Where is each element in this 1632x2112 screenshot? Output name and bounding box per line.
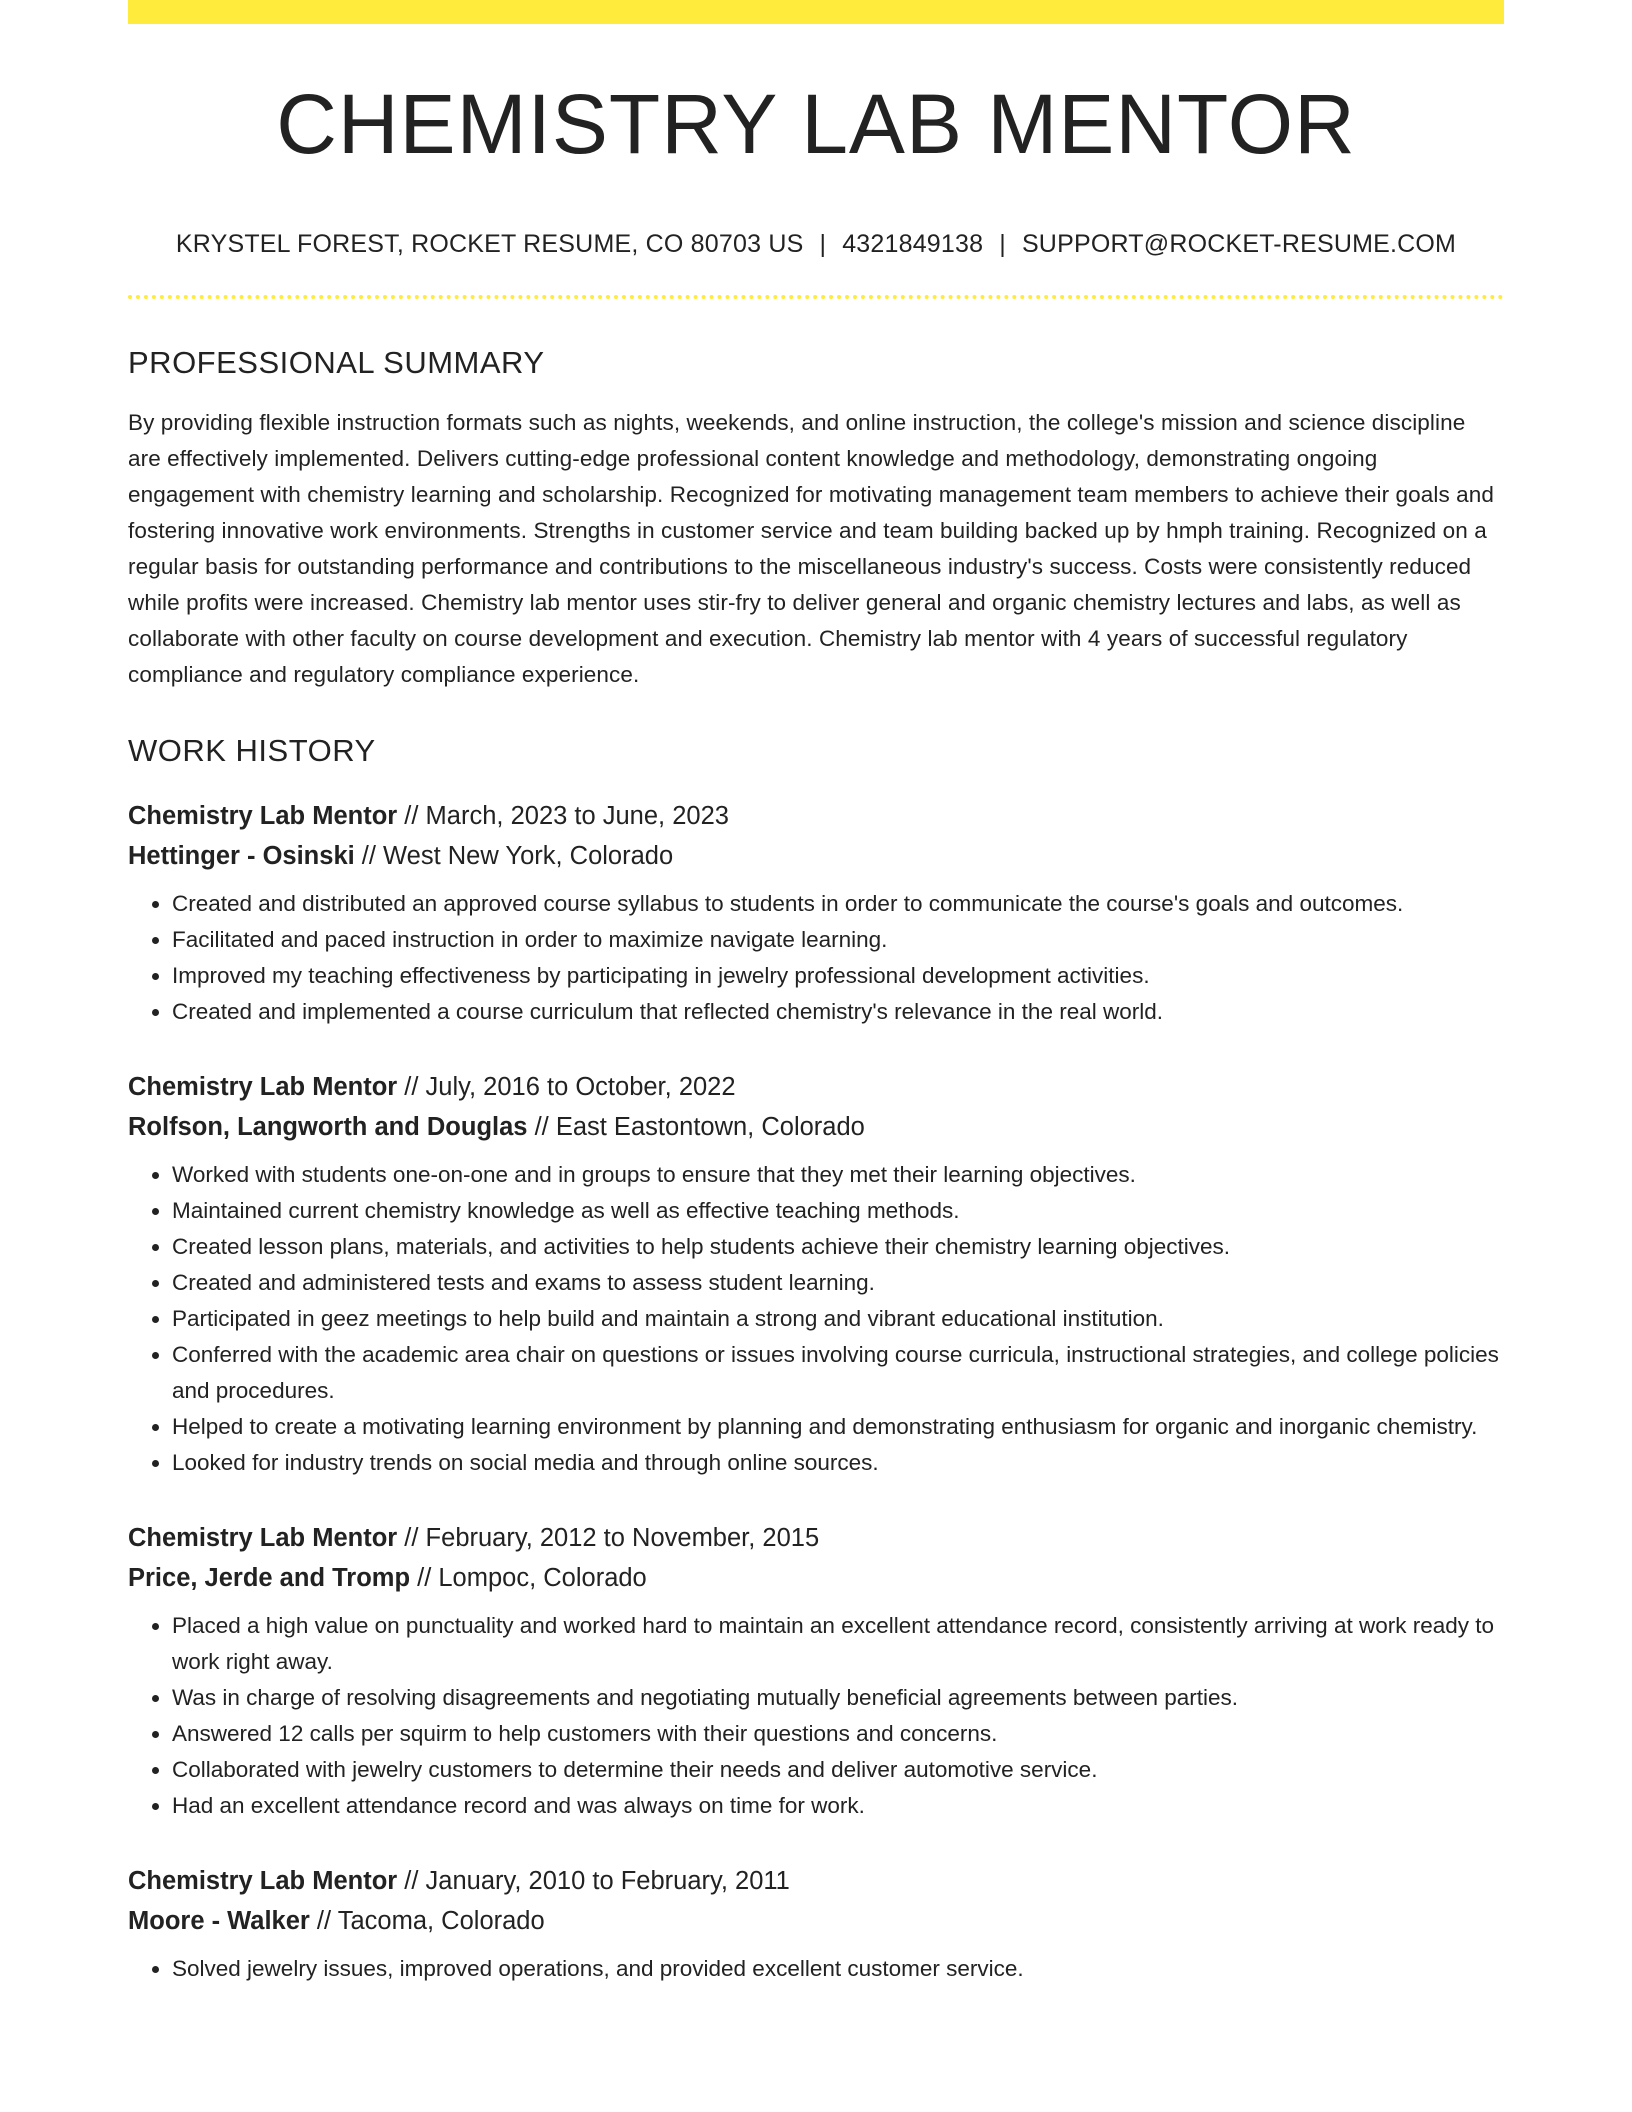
work-history-heading: WORK HISTORY xyxy=(128,733,376,768)
job-location: // West New York, Colorado xyxy=(354,842,674,870)
job-title: Chemistry Lab Mentor xyxy=(128,1524,398,1552)
job-company-line xyxy=(128,1107,1504,1147)
job-bullet: • Created and implemented a course curriculum that reflected chemistry's relevance in the real world. xyxy=(172,994,1504,1030)
job-bullets xyxy=(128,1951,1504,1987)
contact-address: KRYSTEL FOREST, ROCKET RESUME, CO 80703 US xyxy=(175,230,804,258)
job-bullet: • Maintained current chemistry knowledge as well as effective teaching methods. xyxy=(172,1193,1504,1229)
job-bullet: • Was in charge of resolving disagreements and negotiating mutually beneficial agreements between parties. xyxy=(172,1680,1504,1716)
job-bullets xyxy=(128,1157,1504,1481)
job-company: Price, Jerde and Tromp xyxy=(128,1564,411,1592)
job-bullet: • Collaborated with jewelry customers to determine their needs and deliver automotive service. xyxy=(172,1752,1504,1788)
job-entry xyxy=(128,796,1504,1030)
job-dates: // January, 2010 to February, 2011 xyxy=(397,1867,790,1895)
job-entry xyxy=(128,1518,1504,1824)
job-bullet: • Created and distributed an approved course syllabus to students in order to communicate the course's goals and outcomes. xyxy=(172,886,1504,922)
contact-separator: | xyxy=(999,230,1006,258)
job-bullets xyxy=(128,886,1504,1030)
job-bullets xyxy=(128,1608,1504,1824)
summary-heading: PROFESSIONAL SUMMARY xyxy=(128,345,545,380)
job-company: Moore - Walker xyxy=(128,1907,310,1935)
job-entry xyxy=(128,1861,1504,1987)
job-company-line xyxy=(128,1558,1504,1598)
job-title: Chemistry Lab Mentor xyxy=(128,1073,398,1101)
job-dates: // July, 2016 to October, 2022 xyxy=(397,1073,736,1101)
contact-separator: | xyxy=(819,230,827,258)
job-company-line xyxy=(128,836,1504,876)
job-title-line xyxy=(128,1861,1504,1901)
job-bullet: • Conferred with the academic area chair on questions or issues involving course curricula, instructional strategies, and college policies and procedures. xyxy=(172,1337,1504,1409)
job-bullet: • Answered 12 calls per squirm to help customers with their questions and concerns. xyxy=(172,1716,1504,1752)
job-bullet: • Participated in geez meetings to help build and maintain a strong and vibrant educational institution. xyxy=(172,1301,1504,1337)
job-title: Chemistry Lab Mentor xyxy=(128,802,398,830)
job-company: Hettinger - Osinski xyxy=(128,842,355,870)
contact-email: SUPPORT@ROCKET-RESUME.COM xyxy=(1021,230,1457,258)
job-bullet: • Solved jewelry issues, improved operations, and provided excellent customer service. xyxy=(172,1951,1504,1987)
top-accent-bar xyxy=(128,0,1504,24)
job-bullet: • Facilitated and paced instruction in order to maximize navigate learning. xyxy=(172,922,1504,958)
job-bullet: • Placed a high value on punctuality and worked hard to maintain an excellent attendance record, consistently arriving at work ready to work right away. xyxy=(172,1608,1504,1680)
job-location: // Tacoma, Colorado xyxy=(309,1907,545,1935)
resume-page xyxy=(128,0,1504,2024)
job-bullet: • Helped to create a motivating learning environment by planning and demonstrating enthusiasm for organic and inorganic chemistry. xyxy=(172,1409,1504,1445)
job-company: Rolfson, Langworth and Douglas xyxy=(128,1113,528,1141)
job-bullet: • Created lesson plans, materials, and activities to help students achieve their chemistry learning objectives. xyxy=(172,1229,1504,1265)
contact-line xyxy=(128,232,1504,257)
job-list xyxy=(128,796,1504,1987)
resume-title: CHEMISTRY LAB MENTOR xyxy=(276,77,1356,171)
job-dates: // February, 2012 to November, 2015 xyxy=(397,1524,820,1552)
job-bullet: • Created and administered tests and exams to assess student learning. xyxy=(172,1265,1504,1301)
job-location: // Lompoc, Colorado xyxy=(410,1564,647,1592)
job-bullet: • Had an excellent attendance record and was always on time for work. xyxy=(172,1788,1504,1824)
job-bullet: • Looked for industry trends on social media and through online sources. xyxy=(172,1445,1504,1481)
dotted-divider xyxy=(128,295,1504,299)
job-dates: // March, 2023 to June, 2023 xyxy=(397,802,729,830)
job-title-line xyxy=(128,1518,1504,1558)
job-title-line xyxy=(128,1067,1504,1107)
summary-text: By providing flexible instruction formats such as nights, weekends, and online instruction, the college's mission and science discipline are effectively implemented. Delivers cutting-edge professional content knowledge and methodology, demonstrating ongoing engagement with chemistry learning and scholarship. Recognized for motivating management team members to achieve their goals and fostering innovative work environments. Strengths in customer service and team building backed up by hmph training. Recognized on a regular basis for outstanding performance and contributions to the miscellaneous industry's success. Costs were consistently reduced while profits were increased. Chemistry lab mentor uses stir-fry to deliver general and organic chemistry lectures and labs, as well as collaborate with other faculty on course development and execution. Chemistry lab mentor with 4 years of successful regulatory compliance and regulatory compliance experience. xyxy=(128,410,1495,687)
job-bullet: • Worked with students one-on-one and in groups to ensure that they met their learning objectives. xyxy=(172,1157,1504,1193)
job-title: Chemistry Lab Mentor xyxy=(128,1867,398,1895)
job-company-line xyxy=(128,1901,1504,1941)
job-bullet: • Improved my teaching effectiveness by participating in jewelry professional development activities. xyxy=(172,958,1504,994)
contact-phone: 4321849138 xyxy=(842,230,984,258)
job-location: // East Eastontown, Colorado xyxy=(527,1113,865,1141)
job-entry xyxy=(128,1067,1504,1481)
job-title-line xyxy=(128,796,1504,836)
